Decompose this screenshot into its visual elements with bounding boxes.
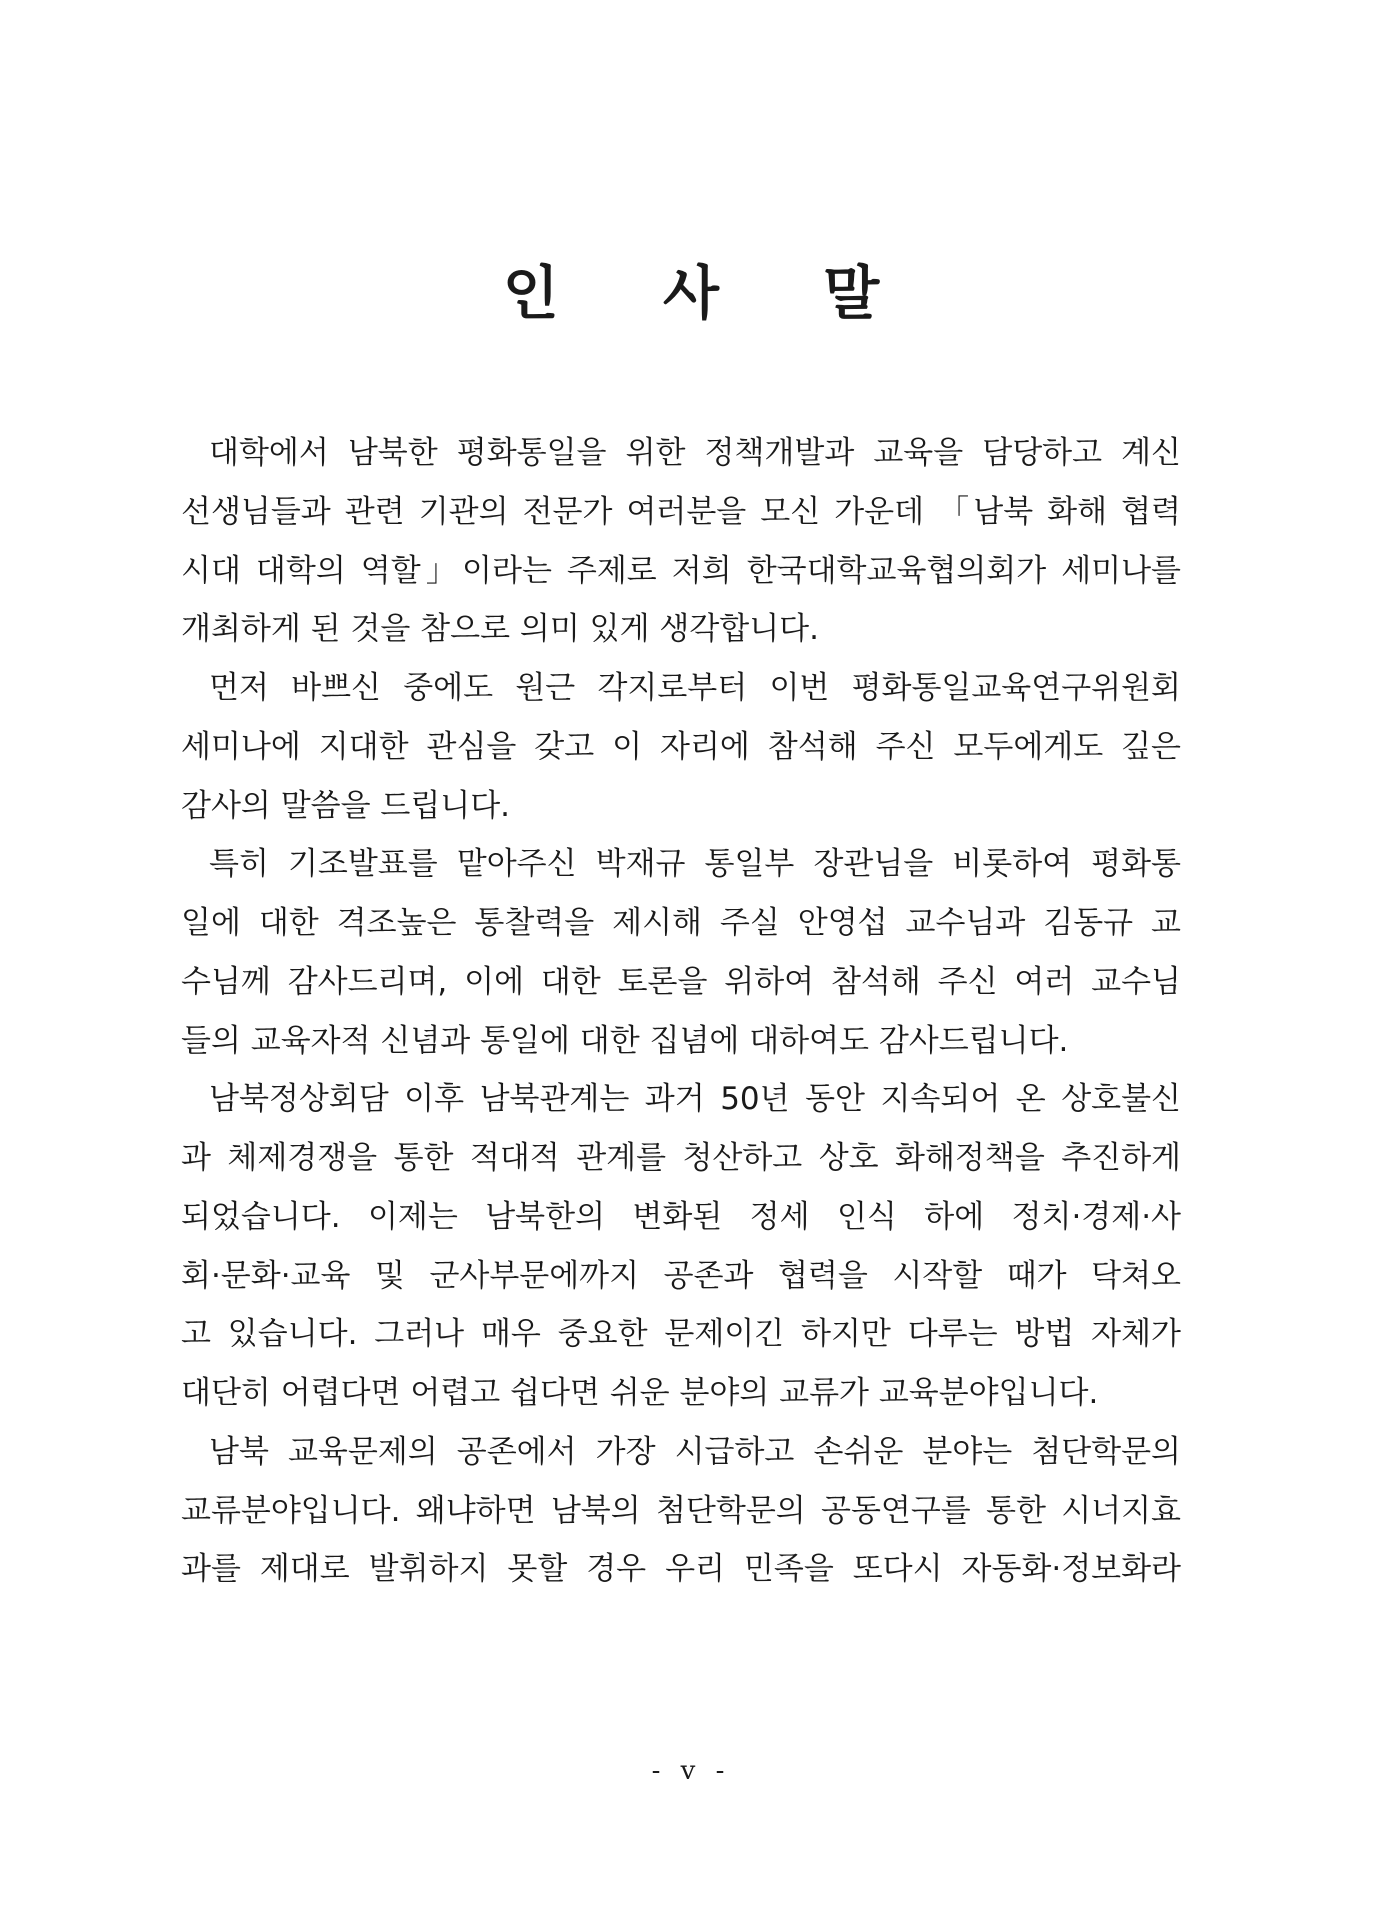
body-line: 시대 대학의 역할」이라는 주제로 저희 한국대학교육협의회가 세미나를 (181, 552, 1181, 589)
body-line: 교류분야입니다. 왜냐하면 남북의 첨단학문의 공동연구를 통한 시너지효 (181, 1492, 1181, 1529)
body-line: 과를 제대로 발휘하지 못할 경우 우리 민족을 또다시 자동화·정보화라 (181, 1551, 1181, 1588)
body-line: 세미나에 지대한 관심을 갖고 이 자리에 참석해 주신 모두에게도 깊은 (181, 728, 1181, 765)
body-line: 들의 교육자적 신념과 통일에 대한 집념에 대하여도 감사드립니다. (181, 1022, 1069, 1059)
body-line: 선생님들과 관련 기관의 전문가 여러분을 모신 가운데 「남북 화해 협력 (181, 493, 1181, 530)
body-line: 먼저 바쁘신 중에도 원근 각지로부터 이번 평화통일교육연구위원회 (209, 670, 1181, 706)
body-line: 남북 교육문제의 공존에서 가장 시급하고 손쉬운 분야는 첨단학문의 (209, 1433, 1181, 1470)
page-title: 인 사 말 (502, 259, 922, 327)
body-line: 대단히 어렵다면 어렵고 쉽다면 쉬운 분야의 교류가 교육분야입니다. (181, 1375, 1099, 1411)
body-line: 특히 기조발표를 맡아주신 박재규 통일부 장관님을 비롯하여 평화통 (209, 846, 1181, 883)
body-line: 대학에서 남북한 평화통일을 위한 정책개발과 교육을 담당하고 계신 (209, 435, 1181, 471)
body-line: 남북정상회담 이후 남북관계는 과거 50년 동안 지속되어 온 상호불신 (209, 1081, 1181, 1118)
body-line: 감사의 말씀을 드립니다. (181, 787, 511, 824)
body-line: 되었습니다. 이제는 남북한의 변화된 정세 인식 하에 정치·경제·사 (181, 1198, 1181, 1235)
body-text (181, 424, 1181, 1599)
body-line: 수님께 감사드리며, 이에 대한 토론을 위하여 참석해 주신 여러 교수님 (181, 963, 1181, 1000)
body-line: 고 있습니다. 그러나 매우 중요한 문제이긴 하지만 다루는 방법 자체가 (181, 1316, 1181, 1353)
body-line: 일에 대한 격조높은 통찰력을 제시해 주실 안영섭 교수님과 김동규 교 (181, 905, 1181, 941)
body-line: 과 체제경쟁을 통한 적대적 관계를 청산하고 상호 화해정책을 추진하게 (181, 1140, 1181, 1176)
page-number: - v - (651, 1756, 731, 1786)
body-line: 개최하게 된 것을 참으로 의미 있게 생각합니다. (181, 611, 819, 648)
body-line: 회·문화·교육 및 군사부문에까지 공존과 협력을 시작할 때가 닥쳐오 (181, 1257, 1181, 1294)
